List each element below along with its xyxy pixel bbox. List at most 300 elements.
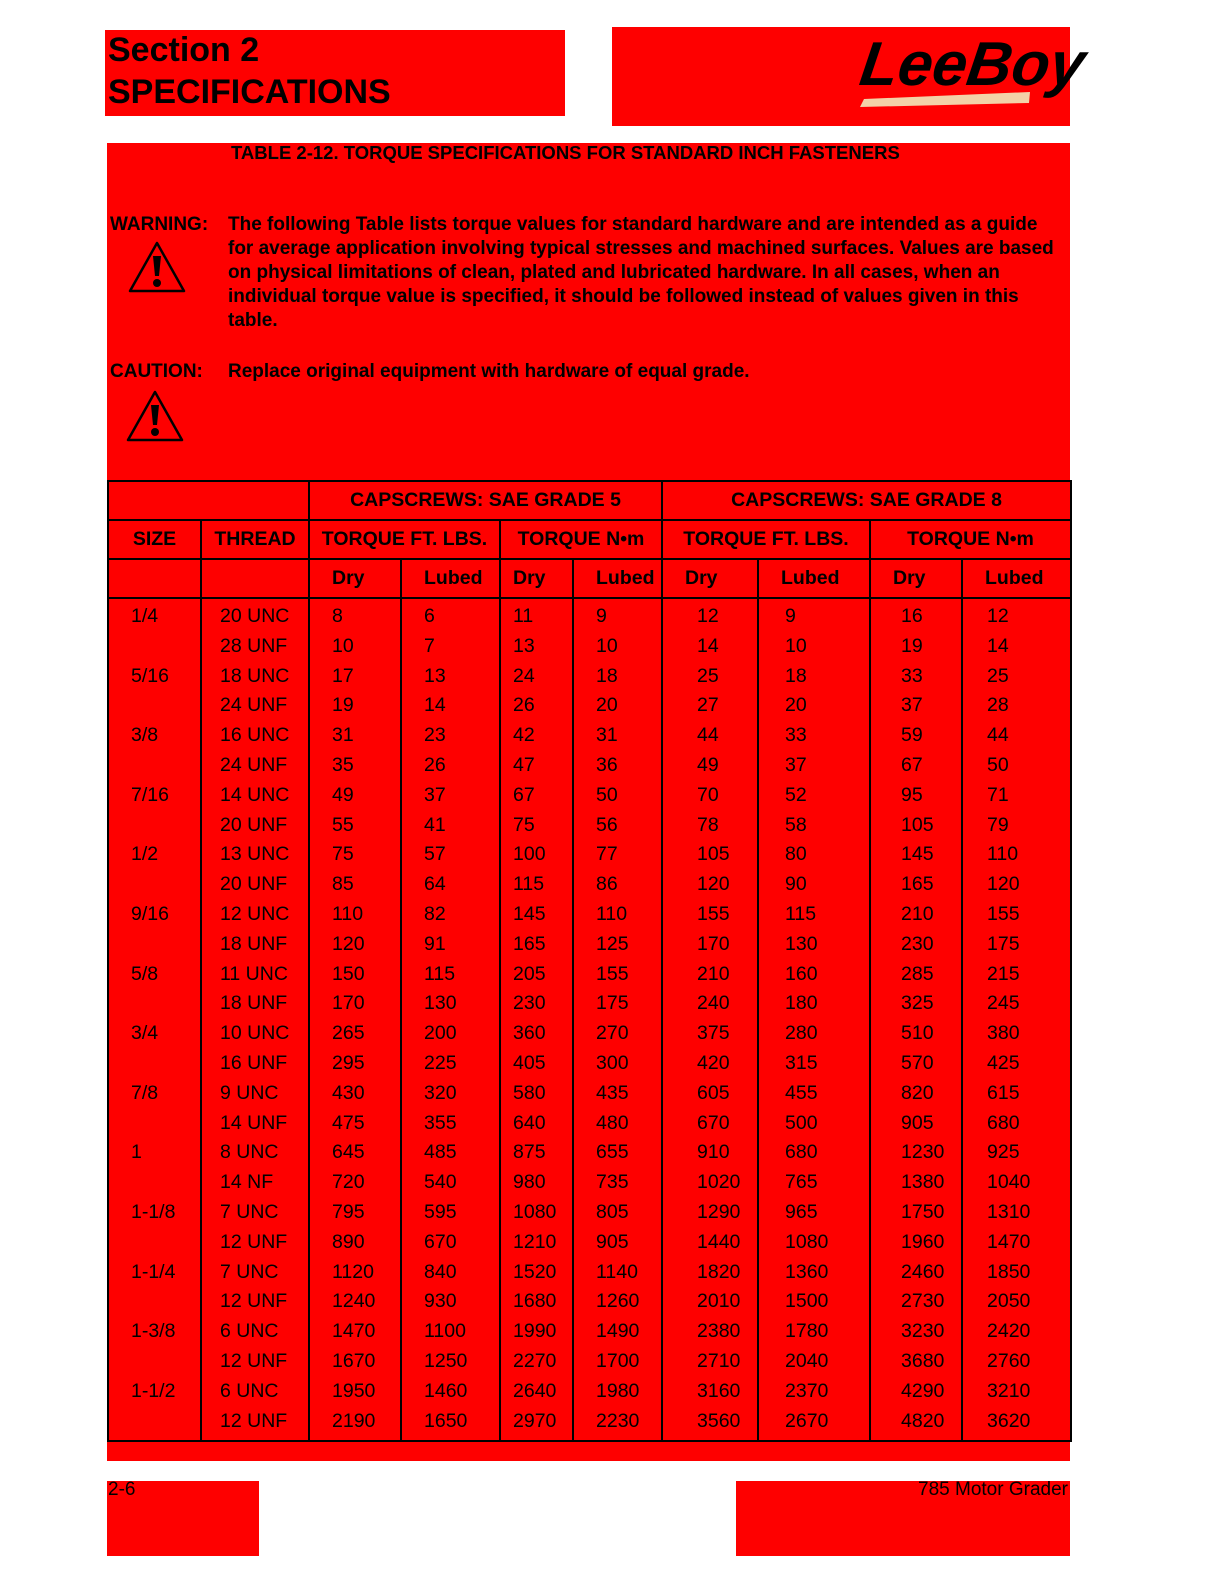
g8-nm-lubed-cell: 79 — [962, 811, 1071, 841]
g8-ftlbs-lubed-cell: 1080 — [758, 1228, 870, 1258]
table-row — [108, 598, 1071, 632]
g5-ftlbs-lubed-cell: 26 — [401, 751, 500, 781]
g5-ftlbs-lubed-cell: 7 — [401, 632, 500, 662]
g8-nm-lubed-cell: 2760 — [962, 1347, 1071, 1377]
g8-ftlbs-lubed-cell: 90 — [758, 870, 870, 900]
g8-ftlbs-dry-cell: 670 — [662, 1109, 758, 1139]
g8-nm-lubed-cell: 925 — [962, 1138, 1071, 1168]
table-row — [108, 1377, 1071, 1407]
g5-ftlbs-lubed-cell: 540 — [401, 1168, 500, 1198]
g8-ftlbs-dry-cell: 3160 — [662, 1377, 758, 1407]
g8-nm-dry-cell: 3230 — [870, 1317, 962, 1347]
g8-ftlbs-dry-cell: 240 — [662, 989, 758, 1019]
g8-ftlbs-dry-cell: 375 — [662, 1019, 758, 1049]
product-name: 785 Motor Grader — [918, 1479, 1068, 1500]
g8-nm-lubed-cell: 175 — [962, 930, 1071, 960]
g8-nm-dry-cell: 1960 — [870, 1228, 962, 1258]
g5-nm-dry-cell: 1520 — [500, 1258, 573, 1288]
g5-ftlbs-lubed-cell: 14 — [401, 691, 500, 721]
caution-triangle-icon — [125, 389, 185, 443]
g8-ftlbs-lubed-cell: 455 — [758, 1079, 870, 1109]
g5-ftlbs-dry-cell: 170 — [309, 989, 401, 1019]
g5-nm-dry-cell: 100 — [500, 840, 573, 870]
thread-cell: 16 UNF — [201, 1049, 309, 1079]
g8-nm-dry-cell: 820 — [870, 1079, 962, 1109]
dry-subheader: Dry — [309, 559, 401, 598]
g8-ftlbs-lubed-cell: 130 — [758, 930, 870, 960]
g5-ftlbs-lubed-cell: 82 — [401, 900, 500, 930]
g8-ftlbs-lubed-cell: 965 — [758, 1198, 870, 1228]
g5-ftlbs-lubed-cell: 930 — [401, 1287, 500, 1317]
g5-nm-lubed-cell: 905 — [573, 1228, 662, 1258]
g8-nm-lubed-cell: 380 — [962, 1019, 1071, 1049]
size-cell — [108, 930, 201, 960]
table-row — [108, 691, 1071, 721]
lubed-subheader: Lubed — [962, 559, 1071, 598]
g8-nm-dry-cell: 570 — [870, 1049, 962, 1079]
g8-nm-dry-cell: 2460 — [870, 1258, 962, 1288]
g8-ftlbs-lubed-cell: 20 — [758, 691, 870, 721]
thread-cell: 12 UNF — [201, 1407, 309, 1442]
size-cell: 5/8 — [108, 960, 201, 990]
g5-ftlbs-lubed-cell: 670 — [401, 1228, 500, 1258]
g5-nm-dry-cell: 875 — [500, 1138, 573, 1168]
g8-ftlbs-lubed-cell: 315 — [758, 1049, 870, 1079]
g5-ftlbs-lubed-cell: 64 — [401, 870, 500, 900]
g5-nm-lubed-cell: 36 — [573, 751, 662, 781]
g5-nm-dry-cell: 2640 — [500, 1377, 573, 1407]
g8-ftlbs-lubed-cell: 180 — [758, 989, 870, 1019]
g8-nm-lubed-cell: 425 — [962, 1049, 1071, 1079]
size-cell: 1 — [108, 1138, 201, 1168]
torque-table-body — [108, 598, 1071, 1441]
g8-nm-lubed-cell: 1310 — [962, 1198, 1071, 1228]
g8-nm-dry-cell: 105 — [870, 811, 962, 841]
g8-nm-lubed-cell: 12 — [962, 598, 1071, 632]
g8-ftlbs-dry-cell: 70 — [662, 781, 758, 811]
size-cell — [108, 1287, 201, 1317]
g5-ftlbs-lubed-cell: 225 — [401, 1049, 500, 1079]
lubed-subheader: Lubed — [401, 559, 500, 598]
thread-cell: 7 UNC — [201, 1258, 309, 1288]
g5-nm-dry-cell: 11 — [500, 598, 573, 632]
grade8-header: CAPSCREWS: SAE GRADE 8 — [662, 481, 1071, 520]
g8-ftlbs-dry-cell: 1290 — [662, 1198, 758, 1228]
caution-label: CAUTION: — [110, 361, 203, 382]
g5-ftlbs-dry-cell: 120 — [309, 930, 401, 960]
thread-cell: 16 UNC — [201, 721, 309, 751]
size-cell — [108, 870, 201, 900]
g5-nm-dry-cell: 24 — [500, 662, 573, 692]
g8-nm-lubed-cell: 120 — [962, 870, 1071, 900]
thread-cell: 28 UNF — [201, 632, 309, 662]
g5-ftlbs-lubed-cell: 23 — [401, 721, 500, 751]
g5-nm-dry-cell: 26 — [500, 691, 573, 721]
g8-ftlbs-dry-cell: 1820 — [662, 1258, 758, 1288]
table-row — [108, 989, 1071, 1019]
g8-nm-lubed-cell: 3210 — [962, 1377, 1071, 1407]
g5-nm-dry-cell: 360 — [500, 1019, 573, 1049]
g5-ftlbs-dry-cell: 430 — [309, 1079, 401, 1109]
g8-ftlbs-lubed-cell: 765 — [758, 1168, 870, 1198]
brand-header — [612, 27, 1090, 126]
g8-ftlbs-lubed-cell: 115 — [758, 900, 870, 930]
g5-ftlbs-lubed-cell: 37 — [401, 781, 500, 811]
size-cell: 1/2 — [108, 840, 201, 870]
size-cell — [108, 1168, 201, 1198]
thread-cell: 8 UNC — [201, 1138, 309, 1168]
thread-cell: 12 UNF — [201, 1228, 309, 1258]
size-cell — [108, 691, 201, 721]
g5-ftlbs-dry-cell: 475 — [309, 1109, 401, 1139]
thread-cell: 14 UNC — [201, 781, 309, 811]
g8-ftlbs-lubed-cell: 1500 — [758, 1287, 870, 1317]
table-title: TABLE 2-12. TORQUE SPECIFICATIONS FOR STANDARD INCH FASTENERS — [231, 142, 900, 163]
size-cell: 1/4 — [108, 598, 201, 632]
table-row — [108, 1079, 1071, 1109]
g5-ftlbs-dry-cell: 110 — [309, 900, 401, 930]
size-cell — [108, 1109, 201, 1139]
footer-left — [107, 1481, 259, 1556]
lubed-subheader: Lubed — [758, 559, 870, 598]
g8-nm-dry-cell: 165 — [870, 870, 962, 900]
g5-ftlbs-lubed-cell: 57 — [401, 840, 500, 870]
g8-ftlbs-dry-cell: 910 — [662, 1138, 758, 1168]
size-cell — [108, 1228, 201, 1258]
g5-nm-dry-cell: 640 — [500, 1109, 573, 1139]
table-row — [108, 1049, 1071, 1079]
g5-ftlbs-lubed-cell: 41 — [401, 811, 500, 841]
g5-nm-dry-cell: 1210 — [500, 1228, 573, 1258]
g8-nm-dry-cell: 510 — [870, 1019, 962, 1049]
g8-nm-lubed-cell: 25 — [962, 662, 1071, 692]
thread-cell: 20 UNF — [201, 811, 309, 841]
g5-nm-dry-cell: 1990 — [500, 1317, 573, 1347]
g8-ftlbs-lubed-cell: 160 — [758, 960, 870, 990]
g5-ftlbs-dry-cell: 265 — [309, 1019, 401, 1049]
thread-cell: 18 UNF — [201, 930, 309, 960]
g8-nm-dry-cell: 145 — [870, 840, 962, 870]
g5-ftlbs-lubed-cell: 1250 — [401, 1347, 500, 1377]
g8-nm-dry-cell: 1380 — [870, 1168, 962, 1198]
g5-ftlbs-dry-cell: 31 — [309, 721, 401, 751]
g8-ftlbs-lubed-cell: 500 — [758, 1109, 870, 1139]
g5-nm-lubed-cell: 1260 — [573, 1287, 662, 1317]
g8-ftlbs-dry-cell: 2010 — [662, 1287, 758, 1317]
g5-nm-dry-cell: 42 — [500, 721, 573, 751]
table-row — [108, 632, 1071, 662]
empty-subheader — [108, 559, 201, 598]
warning-text: The following Table lists torque values for standard hardware and are intended as a guide for average application involving typical stresses and machined surfaces. Values are based on physical limitations of clean, plated and lubricated hardware. In all cases, when an individual torque value is specified, it should be followed instead of values given in this table. — [228, 214, 1054, 331]
g5-ftlbs-lubed-cell: 485 — [401, 1138, 500, 1168]
g5-ftlbs-dry-cell: 795 — [309, 1198, 401, 1228]
size-cell: 1-1/2 — [108, 1377, 201, 1407]
size-cell: 7/16 — [108, 781, 201, 811]
grade8-nm-header: TORQUE N•m — [870, 520, 1071, 559]
g8-nm-dry-cell: 37 — [870, 691, 962, 721]
torque-table — [107, 480, 1072, 1442]
g5-ftlbs-lubed-cell: 115 — [401, 960, 500, 990]
g5-nm-dry-cell: 13 — [500, 632, 573, 662]
size-header: SIZE — [108, 520, 201, 559]
g5-nm-lubed-cell: 1980 — [573, 1377, 662, 1407]
g8-nm-lubed-cell: 155 — [962, 900, 1071, 930]
g8-ftlbs-dry-cell: 49 — [662, 751, 758, 781]
size-cell — [108, 1049, 201, 1079]
grade8-ftlbs-header: TORQUE FT. LBS. — [662, 520, 870, 559]
g5-nm-lubed-cell: 1700 — [573, 1347, 662, 1377]
g5-nm-lubed-cell: 31 — [573, 721, 662, 751]
grade5-header: CAPSCREWS: SAE GRADE 5 — [309, 481, 662, 520]
g8-nm-dry-cell: 16 — [870, 598, 962, 632]
g5-nm-lubed-cell: 2230 — [573, 1407, 662, 1442]
warning-triangle-icon — [127, 240, 187, 294]
g8-ftlbs-dry-cell: 44 — [662, 721, 758, 751]
g8-ftlbs-lubed-cell: 9 — [758, 598, 870, 632]
g5-ftlbs-dry-cell: 295 — [309, 1049, 401, 1079]
g8-ftlbs-dry-cell: 1020 — [662, 1168, 758, 1198]
table-row — [108, 1317, 1071, 1347]
size-cell: 9/16 — [108, 900, 201, 930]
table-row — [108, 1228, 1071, 1258]
g8-nm-dry-cell: 2730 — [870, 1287, 962, 1317]
g8-nm-lubed-cell: 245 — [962, 989, 1071, 1019]
table-row — [108, 662, 1071, 692]
g5-nm-lubed-cell: 10 — [573, 632, 662, 662]
g5-nm-lubed-cell: 9 — [573, 598, 662, 632]
g5-ftlbs-lubed-cell: 320 — [401, 1079, 500, 1109]
thread-cell: 11 UNC — [201, 960, 309, 990]
g5-nm-dry-cell: 580 — [500, 1079, 573, 1109]
section-number: Section 2 — [108, 31, 260, 69]
g5-nm-lubed-cell: 805 — [573, 1198, 662, 1228]
g5-nm-dry-cell: 205 — [500, 960, 573, 990]
thread-cell: 6 UNC — [201, 1317, 309, 1347]
g5-nm-dry-cell: 1680 — [500, 1287, 573, 1317]
g5-ftlbs-lubed-cell: 1460 — [401, 1377, 500, 1407]
caution-text: Replace original equipment with hardware of equal grade. — [228, 361, 750, 382]
g8-nm-lubed-cell: 71 — [962, 781, 1071, 811]
g5-ftlbs-dry-cell: 75 — [309, 840, 401, 870]
grade5-ftlbs-header: TORQUE FT. LBS. — [309, 520, 500, 559]
thread-cell: 12 UNF — [201, 1287, 309, 1317]
table-row — [108, 1138, 1071, 1168]
g8-ftlbs-lubed-cell: 2370 — [758, 1377, 870, 1407]
grade5-nm-header: TORQUE N•m — [500, 520, 662, 559]
g8-nm-dry-cell: 19 — [870, 632, 962, 662]
size-cell: 3/8 — [108, 721, 201, 751]
g8-nm-dry-cell: 59 — [870, 721, 962, 751]
g8-nm-lubed-cell: 1470 — [962, 1228, 1071, 1258]
thread-cell: 14 UNF — [201, 1109, 309, 1139]
g5-ftlbs-dry-cell: 1670 — [309, 1347, 401, 1377]
leeboy-logo — [855, 27, 1090, 109]
g5-nm-lubed-cell: 300 — [573, 1049, 662, 1079]
g5-ftlbs-lubed-cell: 595 — [401, 1198, 500, 1228]
g5-ftlbs-dry-cell: 645 — [309, 1138, 401, 1168]
g5-nm-lubed-cell: 20 — [573, 691, 662, 721]
g8-nm-lubed-cell: 44 — [962, 721, 1071, 751]
thread-cell: 20 UNF — [201, 870, 309, 900]
g8-nm-lubed-cell: 615 — [962, 1079, 1071, 1109]
main-content — [107, 143, 1070, 1461]
g5-nm-dry-cell: 2970 — [500, 1407, 573, 1442]
g8-nm-lubed-cell: 110 — [962, 840, 1071, 870]
g5-nm-lubed-cell: 77 — [573, 840, 662, 870]
g8-nm-dry-cell: 95 — [870, 781, 962, 811]
warning-label: WARNING: — [110, 214, 209, 235]
g8-ftlbs-lubed-cell: 58 — [758, 811, 870, 841]
thread-cell: 24 UNF — [201, 751, 309, 781]
g8-ftlbs-lubed-cell: 18 — [758, 662, 870, 692]
size-cell: 1-1/8 — [108, 1198, 201, 1228]
g8-nm-lubed-cell: 1850 — [962, 1258, 1071, 1288]
g8-nm-dry-cell: 325 — [870, 989, 962, 1019]
g5-nm-dry-cell: 405 — [500, 1049, 573, 1079]
g8-nm-lubed-cell: 215 — [962, 960, 1071, 990]
table-row — [108, 721, 1071, 751]
g5-ftlbs-dry-cell: 35 — [309, 751, 401, 781]
g8-ftlbs-lubed-cell: 1360 — [758, 1258, 870, 1288]
g5-nm-lubed-cell: 655 — [573, 1138, 662, 1168]
table-row — [108, 870, 1071, 900]
g5-ftlbs-dry-cell: 85 — [309, 870, 401, 900]
g5-ftlbs-dry-cell: 720 — [309, 1168, 401, 1198]
section-title: SPECIFICATIONS — [108, 73, 391, 111]
g8-nm-dry-cell: 1230 — [870, 1138, 962, 1168]
table-row — [108, 781, 1071, 811]
thread-header: THREAD — [201, 520, 309, 559]
g8-ftlbs-lubed-cell: 2040 — [758, 1347, 870, 1377]
g8-ftlbs-dry-cell: 210 — [662, 960, 758, 990]
g5-ftlbs-dry-cell: 19 — [309, 691, 401, 721]
g8-ftlbs-lubed-cell: 2670 — [758, 1407, 870, 1442]
g8-ftlbs-lubed-cell: 33 — [758, 721, 870, 751]
g8-nm-lubed-cell: 2050 — [962, 1287, 1071, 1317]
g8-nm-lubed-cell: 1040 — [962, 1168, 1071, 1198]
g5-nm-lubed-cell: 125 — [573, 930, 662, 960]
g8-ftlbs-dry-cell: 2710 — [662, 1347, 758, 1377]
g5-ftlbs-lubed-cell: 130 — [401, 989, 500, 1019]
g8-nm-dry-cell: 67 — [870, 751, 962, 781]
table-row — [108, 1109, 1071, 1139]
g8-ftlbs-dry-cell: 155 — [662, 900, 758, 930]
g5-ftlbs-lubed-cell: 840 — [401, 1258, 500, 1288]
size-cell: 7/8 — [108, 1079, 201, 1109]
thread-cell: 20 UNC — [201, 598, 309, 632]
g5-nm-dry-cell: 115 — [500, 870, 573, 900]
g8-nm-lubed-cell: 3620 — [962, 1407, 1071, 1442]
size-cell — [108, 989, 201, 1019]
g5-ftlbs-dry-cell: 890 — [309, 1228, 401, 1258]
table-row — [108, 960, 1071, 990]
g5-ftlbs-lubed-cell: 91 — [401, 930, 500, 960]
lubed-subheader: Lubed — [573, 559, 662, 598]
g5-ftlbs-dry-cell: 55 — [309, 811, 401, 841]
g8-ftlbs-dry-cell: 1440 — [662, 1228, 758, 1258]
g5-ftlbs-dry-cell: 1470 — [309, 1317, 401, 1347]
g8-ftlbs-dry-cell: 12 — [662, 598, 758, 632]
thread-cell: 12 UNF — [201, 1347, 309, 1377]
g8-ftlbs-lubed-cell: 680 — [758, 1138, 870, 1168]
dry-subheader: Dry — [662, 559, 758, 598]
g5-nm-dry-cell: 1080 — [500, 1198, 573, 1228]
g5-ftlbs-dry-cell: 1240 — [309, 1287, 401, 1317]
g8-ftlbs-dry-cell: 120 — [662, 870, 758, 900]
empty-subheader — [201, 559, 309, 598]
g5-nm-lubed-cell: 86 — [573, 870, 662, 900]
g8-ftlbs-lubed-cell: 1780 — [758, 1317, 870, 1347]
g5-ftlbs-dry-cell: 17 — [309, 662, 401, 692]
footer-right — [736, 1481, 1070, 1556]
thread-cell: 9 UNC — [201, 1079, 309, 1109]
g5-nm-dry-cell: 67 — [500, 781, 573, 811]
table-row — [108, 930, 1071, 960]
table-row — [108, 1287, 1071, 1317]
g8-ftlbs-dry-cell: 170 — [662, 930, 758, 960]
g5-nm-lubed-cell: 735 — [573, 1168, 662, 1198]
g8-nm-dry-cell: 210 — [870, 900, 962, 930]
table-row — [108, 1198, 1071, 1228]
size-cell — [108, 1407, 201, 1442]
g5-nm-lubed-cell: 50 — [573, 781, 662, 811]
g5-nm-lubed-cell: 110 — [573, 900, 662, 930]
g5-nm-dry-cell: 980 — [500, 1168, 573, 1198]
thread-cell: 12 UNC — [201, 900, 309, 930]
g5-ftlbs-lubed-cell: 355 — [401, 1109, 500, 1139]
g5-ftlbs-lubed-cell: 1650 — [401, 1407, 500, 1442]
g8-nm-dry-cell: 4290 — [870, 1377, 962, 1407]
dry-subheader: Dry — [870, 559, 962, 598]
table-row — [108, 1407, 1071, 1442]
g5-nm-lubed-cell: 1490 — [573, 1317, 662, 1347]
thread-cell: 18 UNC — [201, 662, 309, 692]
g5-nm-lubed-cell: 175 — [573, 989, 662, 1019]
g8-ftlbs-dry-cell: 2380 — [662, 1317, 758, 1347]
size-cell: 1-3/8 — [108, 1317, 201, 1347]
g8-ftlbs-dry-cell: 14 — [662, 632, 758, 662]
g5-nm-lubed-cell: 270 — [573, 1019, 662, 1049]
g5-nm-lubed-cell: 480 — [573, 1109, 662, 1139]
size-cell — [108, 811, 201, 841]
g5-ftlbs-dry-cell: 49 — [309, 781, 401, 811]
g5-nm-dry-cell: 2270 — [500, 1347, 573, 1377]
size-cell — [108, 751, 201, 781]
g8-nm-lubed-cell: 2420 — [962, 1317, 1071, 1347]
g5-ftlbs-lubed-cell: 13 — [401, 662, 500, 692]
table-row — [108, 1258, 1071, 1288]
g5-nm-dry-cell: 230 — [500, 989, 573, 1019]
g5-ftlbs-lubed-cell: 1100 — [401, 1317, 500, 1347]
table-row — [108, 811, 1071, 841]
g8-ftlbs-dry-cell: 105 — [662, 840, 758, 870]
size-cell — [108, 632, 201, 662]
table-row — [108, 1168, 1071, 1198]
thread-cell: 24 UNF — [201, 691, 309, 721]
g8-nm-dry-cell: 1750 — [870, 1198, 962, 1228]
g5-ftlbs-dry-cell: 150 — [309, 960, 401, 990]
g8-ftlbs-dry-cell: 605 — [662, 1079, 758, 1109]
size-cell: 5/16 — [108, 662, 201, 692]
table-row — [108, 1019, 1071, 1049]
g5-nm-lubed-cell: 155 — [573, 960, 662, 990]
g8-ftlbs-dry-cell: 420 — [662, 1049, 758, 1079]
table-row — [108, 1347, 1071, 1377]
g8-nm-lubed-cell: 28 — [962, 691, 1071, 721]
table-row — [108, 900, 1071, 930]
size-cell: 3/4 — [108, 1019, 201, 1049]
thread-cell: 10 UNC — [201, 1019, 309, 1049]
